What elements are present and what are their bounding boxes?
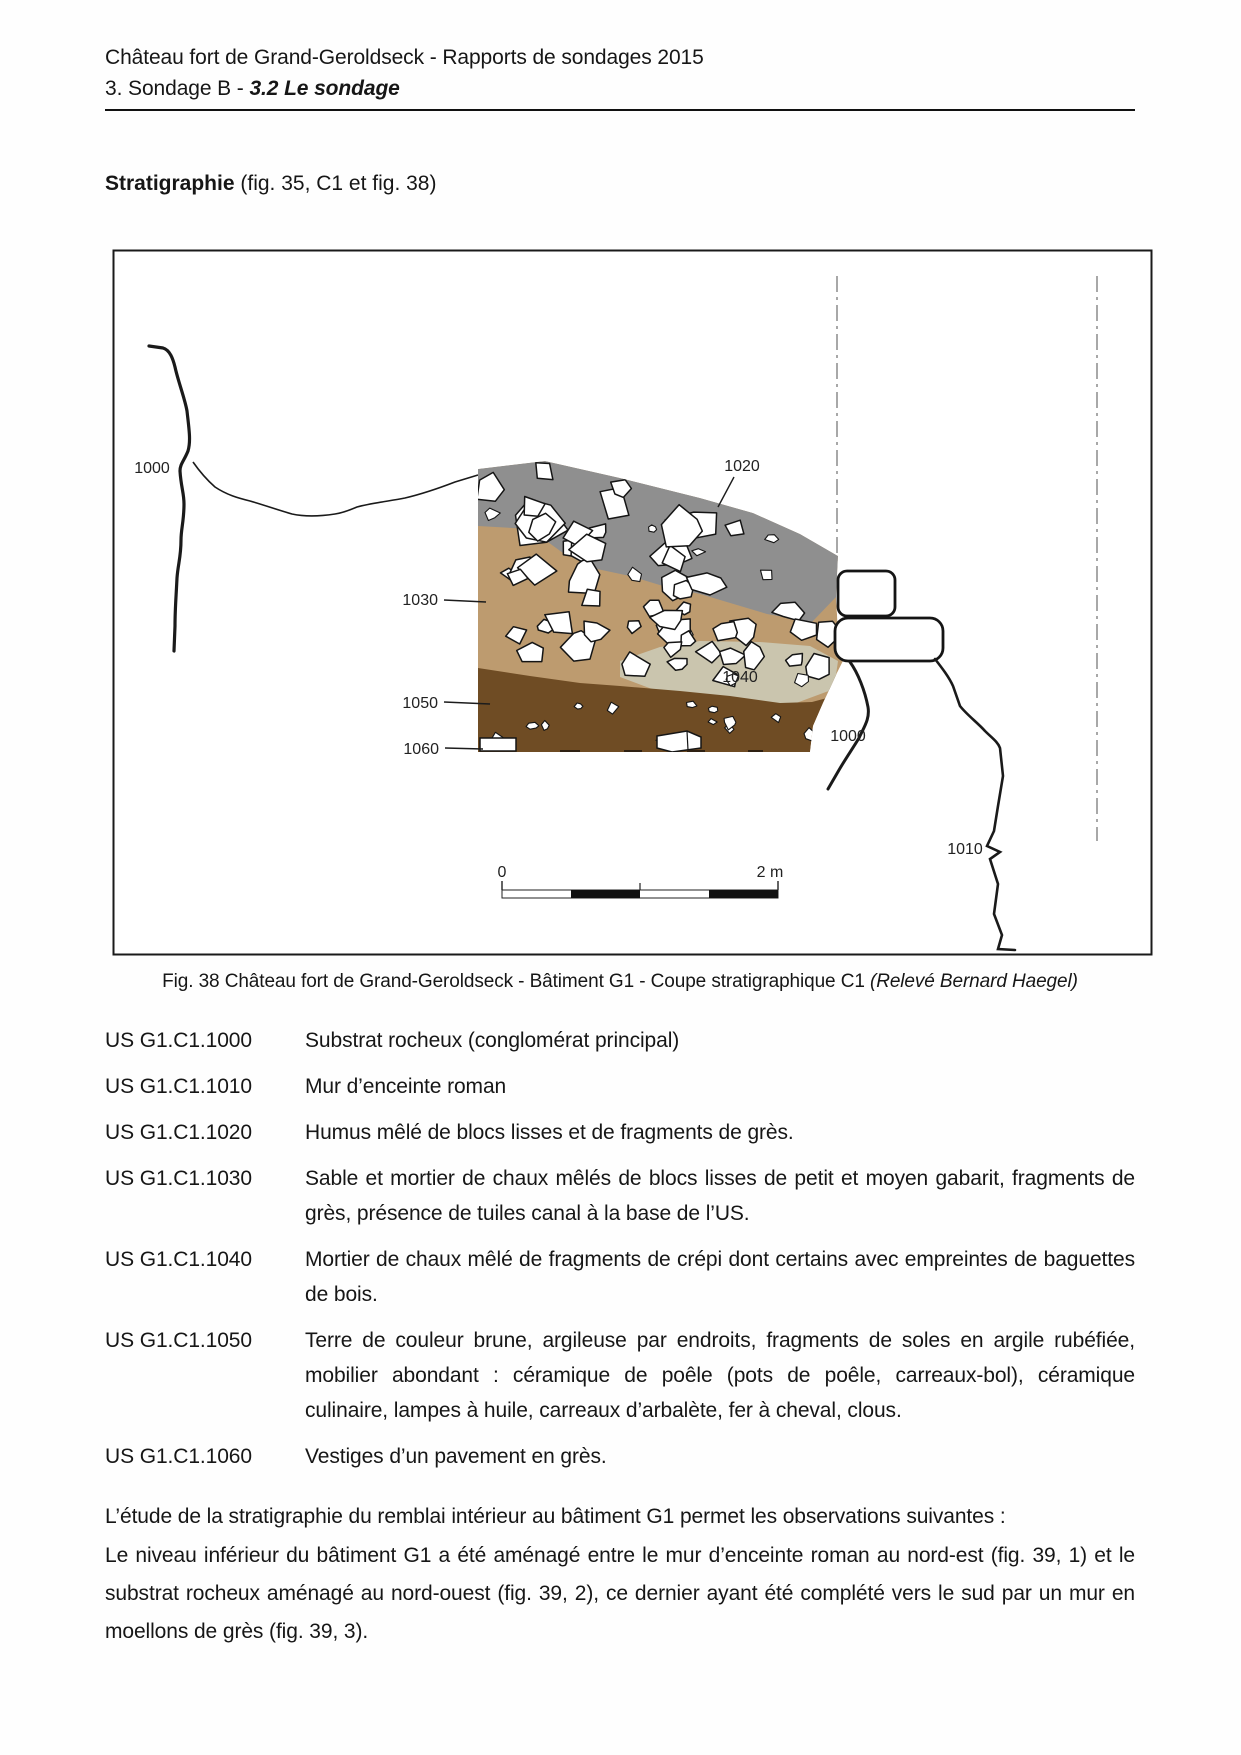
- layer-label-pavement: 1060: [403, 741, 439, 758]
- us-code: US G1.C1.1000: [105, 1029, 252, 1052]
- us-description: Mortier de chaux mêlé de fragments de crépi dont certains avec empreintes de baguettes de bois.: [305, 1248, 1135, 1306]
- layer-label-roman_wall: 1010: [947, 841, 983, 858]
- figure-caption-credit: (Relevé Bernard Haegel): [869, 971, 1078, 992]
- us-row: [105, 1439, 1135, 1474]
- us-list: [105, 1023, 1135, 1474]
- us-row: [105, 1161, 1135, 1231]
- us-description: Sable et mortier de chaux mêlés de blocs lisses de petit et moyen gabarit, fragments de grès, présence de tuiles canal à la base de l’US.: [305, 1167, 1135, 1225]
- us-description: Substrat rocheux (conglomérat principal): [305, 1029, 680, 1052]
- header-subtitle-section: 3.2 Le sondage: [249, 77, 400, 100]
- layer-label-sand_mortar: 1030: [402, 592, 438, 609]
- closing-text: [105, 1498, 1135, 1651]
- us-code: US G1.C1.1020: [105, 1121, 252, 1144]
- us-row: [105, 1242, 1135, 1312]
- scale-zero-label: 0: [497, 864, 507, 881]
- us-code: US G1.C1.1010: [105, 1075, 252, 1098]
- closing-paragraph-1: L’étude de la stratigraphie du remblai intérieur au bâtiment G1 permet les observations suivantes :: [105, 1505, 1006, 1528]
- closing-paragraph-2: Le niveau inférieur du bâtiment G1 a été aménagé entre le mur d’enceinte roman au nord-est (fig. 39, 1) et le substrat rocheux aménagé au nord-ouest (fig. 39, 2), ce dernier ayant été complété vers le sud par un mur en moellons de grès (fig. 39, 3).: [105, 1544, 1135, 1643]
- section-heading-bold: Stratigraphie: [105, 172, 235, 195]
- header-title: Château fort de Grand-Geroldseck - Rapports de sondages 2015: [105, 46, 704, 69]
- us-row: [105, 1023, 1135, 1058]
- layer-label-mortar: 1040: [722, 669, 758, 686]
- page-header: [105, 42, 1135, 111]
- layer-label-substrate_left: 1000: [134, 460, 170, 477]
- us-row: [105, 1115, 1135, 1150]
- header-divider: [105, 109, 1135, 111]
- layer-label-brown_earth: 1050: [402, 695, 438, 712]
- us-description: Mur d’enceinte roman: [305, 1075, 507, 1098]
- us-description: Humus mêlé de blocs lisses et de fragments de grès.: [305, 1121, 794, 1144]
- strat-section-drawing: [112, 249, 1153, 956]
- header-subtitle: [105, 73, 1135, 104]
- figure-caption: [105, 971, 1135, 993]
- us-description: Vestiges d’un pavement en grès.: [305, 1445, 607, 1468]
- us-row: [105, 1323, 1135, 1428]
- us-code: US G1.C1.1050: [105, 1329, 252, 1352]
- layer-label-substrate_right: 1000: [830, 728, 866, 745]
- section-heading-rest: (fig. 35, C1 et fig. 38): [234, 172, 437, 195]
- stratigraphic-section-figure: [112, 249, 1153, 956]
- header-subtitle-prefix: 3. Sondage B -: [105, 77, 250, 100]
- us-code: US G1.C1.1040: [105, 1248, 252, 1271]
- us-code: US G1.C1.1060: [105, 1445, 252, 1468]
- us-row: [105, 1069, 1135, 1104]
- us-code: US G1.C1.1030: [105, 1167, 252, 1190]
- section-heading: [105, 172, 1135, 196]
- layer-label-humus: 1020: [724, 458, 760, 475]
- figure-caption-main: Fig. 38 Château fort de Grand-Geroldseck - Bâtiment G1 - Coupe stratigraphique C1: [162, 971, 870, 992]
- scale-two-m-label: 2 m: [756, 864, 784, 881]
- us-description: Terre de couleur brune, argileuse par endroits, fragments de soles en argile rubéfiée, mobilier abondant : céramique de poêle (pots de poêle, carreaux-bol), céramique culinaire, lampes à huile, carreaux d’arbalète, fer à cheval, clous.: [305, 1329, 1135, 1422]
